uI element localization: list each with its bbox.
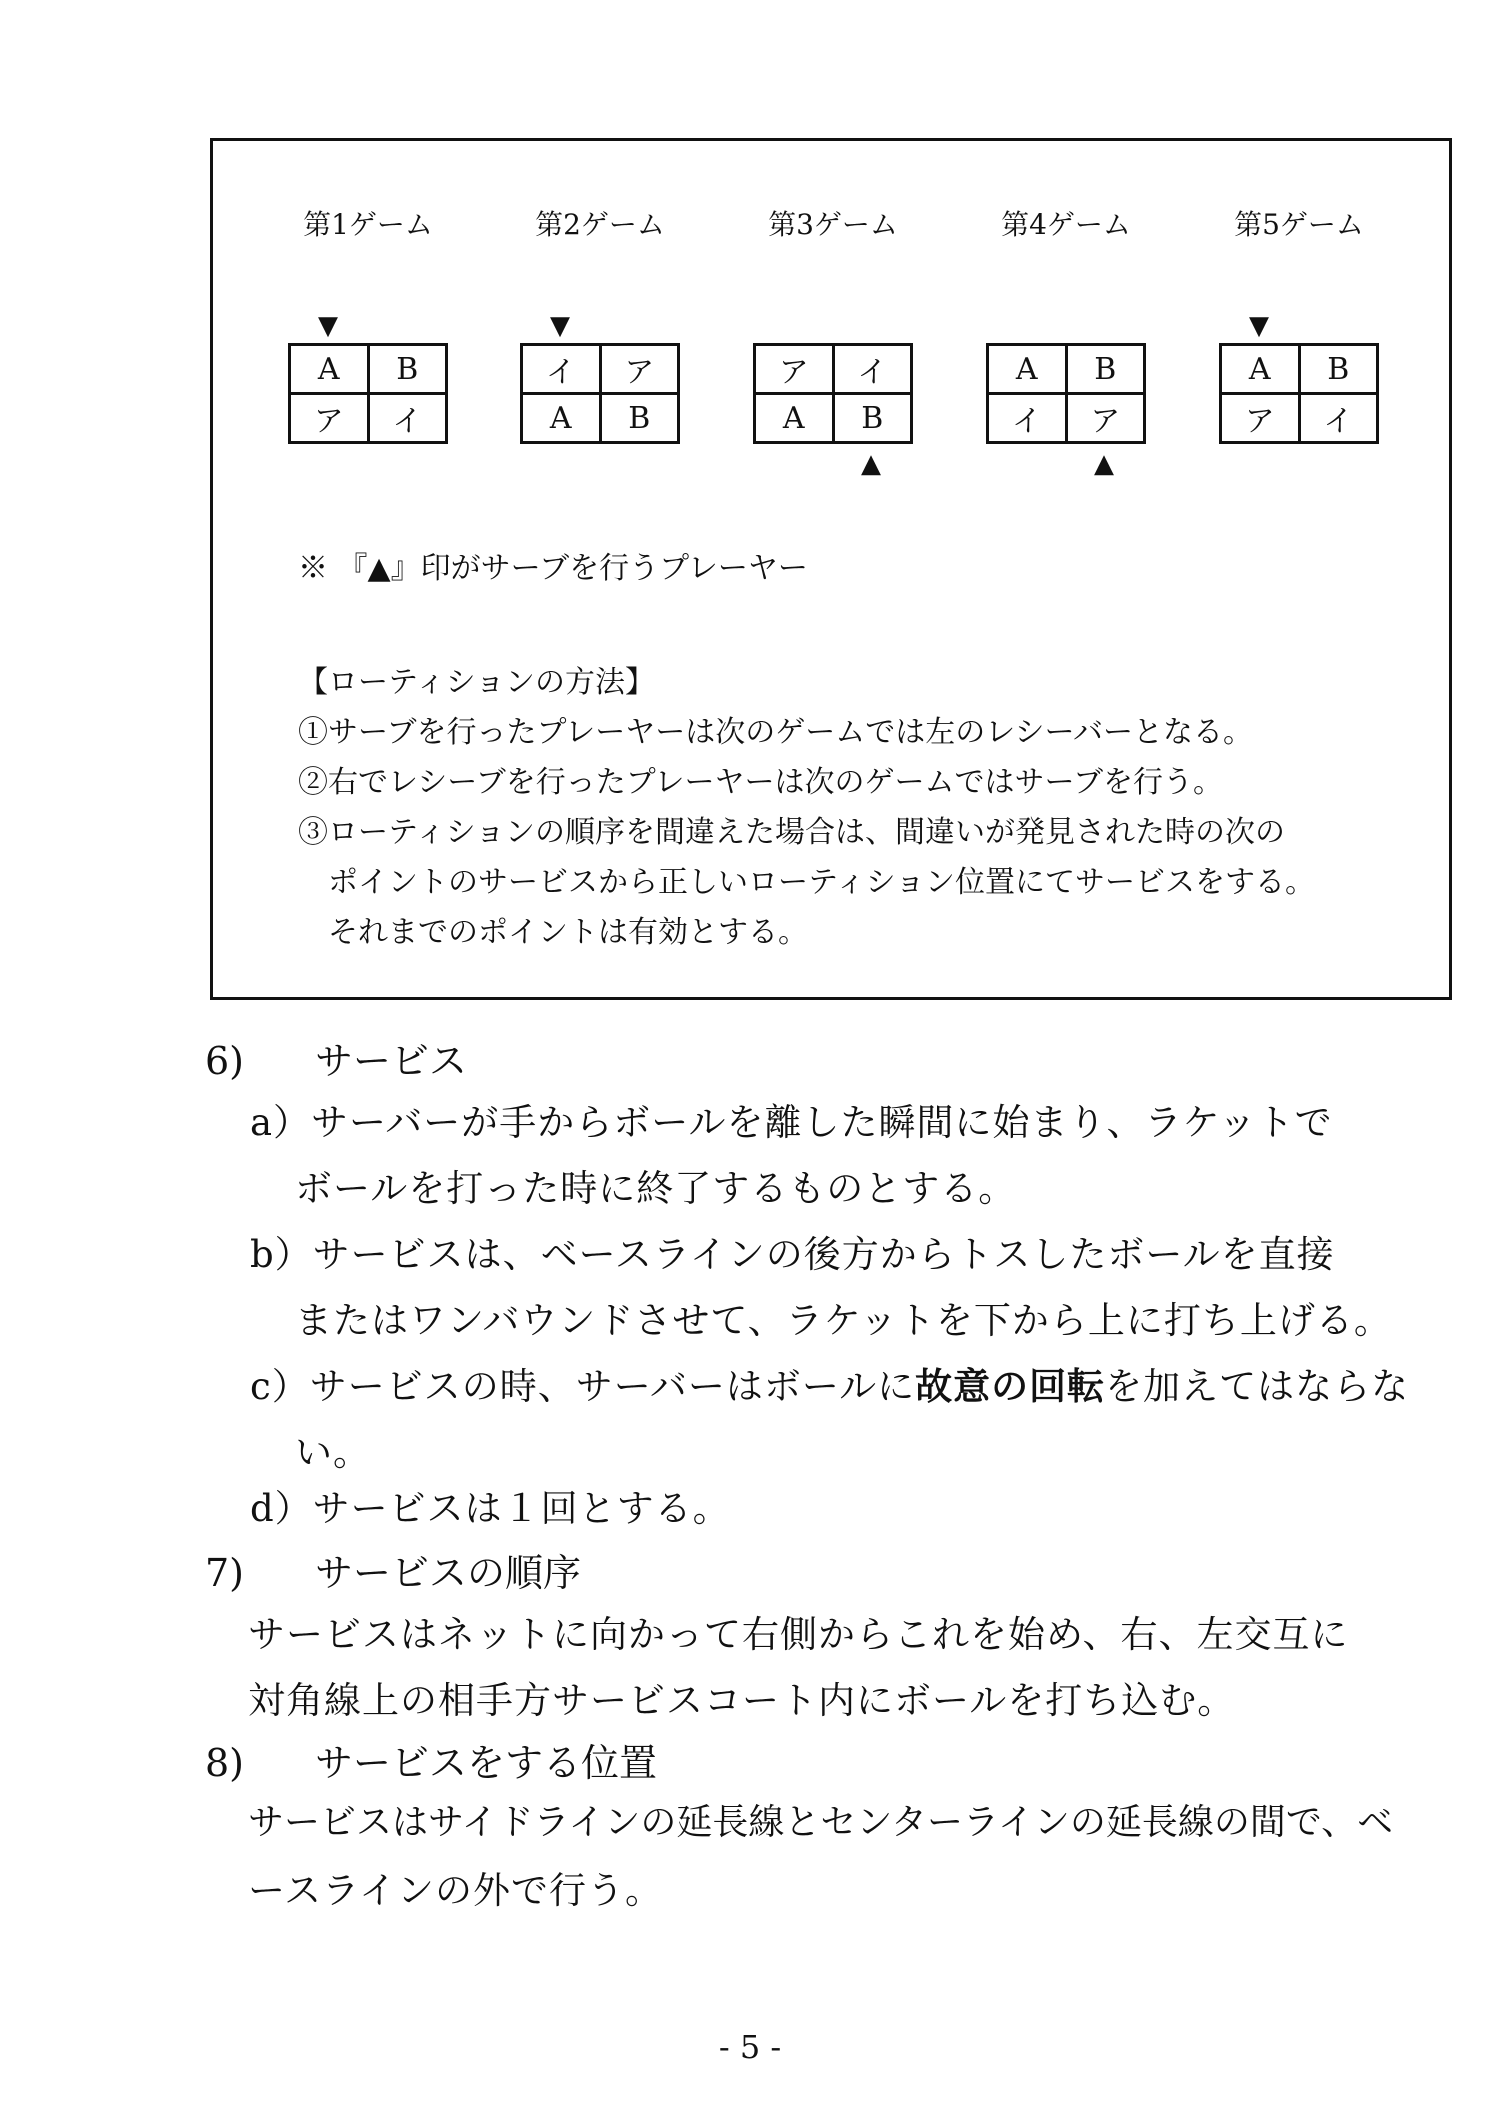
game-title: 第5ゲーム (1234, 208, 1364, 241)
service-item-a-cont: ボールを打った時に終了するものとする。 (295, 1167, 1017, 1210)
court-cell: A (755, 394, 834, 443)
section-heading-7 (205, 1542, 581, 1597)
court-cell: A (988, 345, 1067, 394)
court-cell: イ (988, 394, 1067, 443)
section-title: サービスをする位置 (315, 1741, 658, 1785)
marker-note: ※ 『▲』印がサーブを行うプレーヤー (298, 551, 808, 586)
service-item-c-emphasis: 故意の回転 (915, 1364, 1106, 1408)
game-title: 第3ゲーム (768, 208, 898, 241)
court-grid (520, 343, 680, 444)
court-cell: イ (522, 345, 601, 394)
rotation-diagram-frame (210, 138, 1452, 1000)
court-grid (288, 343, 448, 444)
serve-marker: ▲ (1094, 449, 1114, 479)
rotation-title: 【ローティションの方法】 (298, 665, 655, 700)
court-grid (1219, 343, 1379, 444)
court-grid (986, 343, 1146, 444)
rotation-line: それまでのポイントは有効とする。 (328, 915, 808, 950)
court-cell: B (600, 394, 679, 443)
service-item-c-cont: い。 (295, 1431, 371, 1474)
court-grid (753, 343, 913, 444)
court-cell: B (368, 345, 447, 394)
service-item-c-text-end: を加えてはならな (1105, 1365, 1410, 1408)
service-item-c (250, 1356, 1409, 1410)
page-number: - 5 - (718, 2028, 782, 2066)
court-cell: イ (368, 394, 447, 443)
service-order-text: サービスはネットに向かって右側からこれを始め、右、左交互に (248, 1613, 1349, 1656)
rotation-line: ②右でレシーブを行ったプレーヤーは次のゲームではサーブを行う。 (298, 765, 1224, 800)
court-cell: ア (755, 345, 834, 394)
service-item-c-text: c）サービスの時、サーバーはボールに (250, 1365, 916, 1408)
court-cell: ア (290, 394, 369, 443)
game-title: 第2ゲーム (535, 208, 665, 241)
service-order-text-cont: 対角線上の相手方サービスコート内にボールを打ち込む。 (248, 1679, 1236, 1722)
section-number: 6) (205, 1039, 245, 1083)
serve-marker: ▼ (550, 311, 570, 341)
service-item-d: d）サービスは１回とする。 (250, 1487, 731, 1530)
rotation-line: ポイントのサービスから正しいローティション位置にてサービスをする。 (328, 865, 1315, 900)
court-cell: ア (1221, 394, 1300, 443)
court-cell: A (290, 345, 369, 394)
section-heading-8 (205, 1732, 657, 1787)
court-cell: B (1299, 345, 1378, 394)
rotation-line: ①サーブを行ったプレーヤーは次のゲームでは左のレシーバーとなる。 (298, 715, 1254, 750)
court-cell: A (522, 394, 601, 443)
section-number: 8) (205, 1741, 245, 1785)
rotation-line: ③ローティションの順序を間違えた場合は、間違いが発見された時の次の (298, 815, 1285, 850)
service-position-text-cont: ースラインの外で行う。 (248, 1869, 664, 1912)
court-cell: B (833, 394, 912, 443)
court-cell: イ (1299, 394, 1378, 443)
service-item-a: a）サーバーが手からボールを離した瞬間に始まり、ラケットで (250, 1101, 1333, 1144)
court-cell: ア (600, 345, 679, 394)
game-title: 第1ゲーム (303, 208, 433, 241)
section-title: サービス (315, 1039, 468, 1083)
service-item-b-cont: またはワンバウンドさせて、ラケットを下から上に打ち上げる。 (295, 1299, 1392, 1342)
court-cell: A (1221, 345, 1300, 394)
section-heading-6 (205, 1030, 467, 1085)
serve-marker: ▼ (1249, 311, 1269, 341)
game-title: 第4ゲーム (1001, 208, 1131, 241)
section-number: 7) (205, 1551, 245, 1595)
service-position-text: サービスはサイドラインの延長線とセンターラインの延長線の間で、ベ (248, 1802, 1394, 1843)
service-item-b: b）サービスは、ベースラインの後方からトスしたボールを直接 (250, 1233, 1335, 1276)
serve-marker: ▼ (318, 311, 338, 341)
court-cell: ア (1066, 394, 1145, 443)
court-cell: B (1066, 345, 1145, 394)
court-cell: イ (833, 345, 912, 394)
section-title: サービスの順序 (315, 1551, 582, 1595)
serve-marker: ▲ (861, 449, 881, 479)
